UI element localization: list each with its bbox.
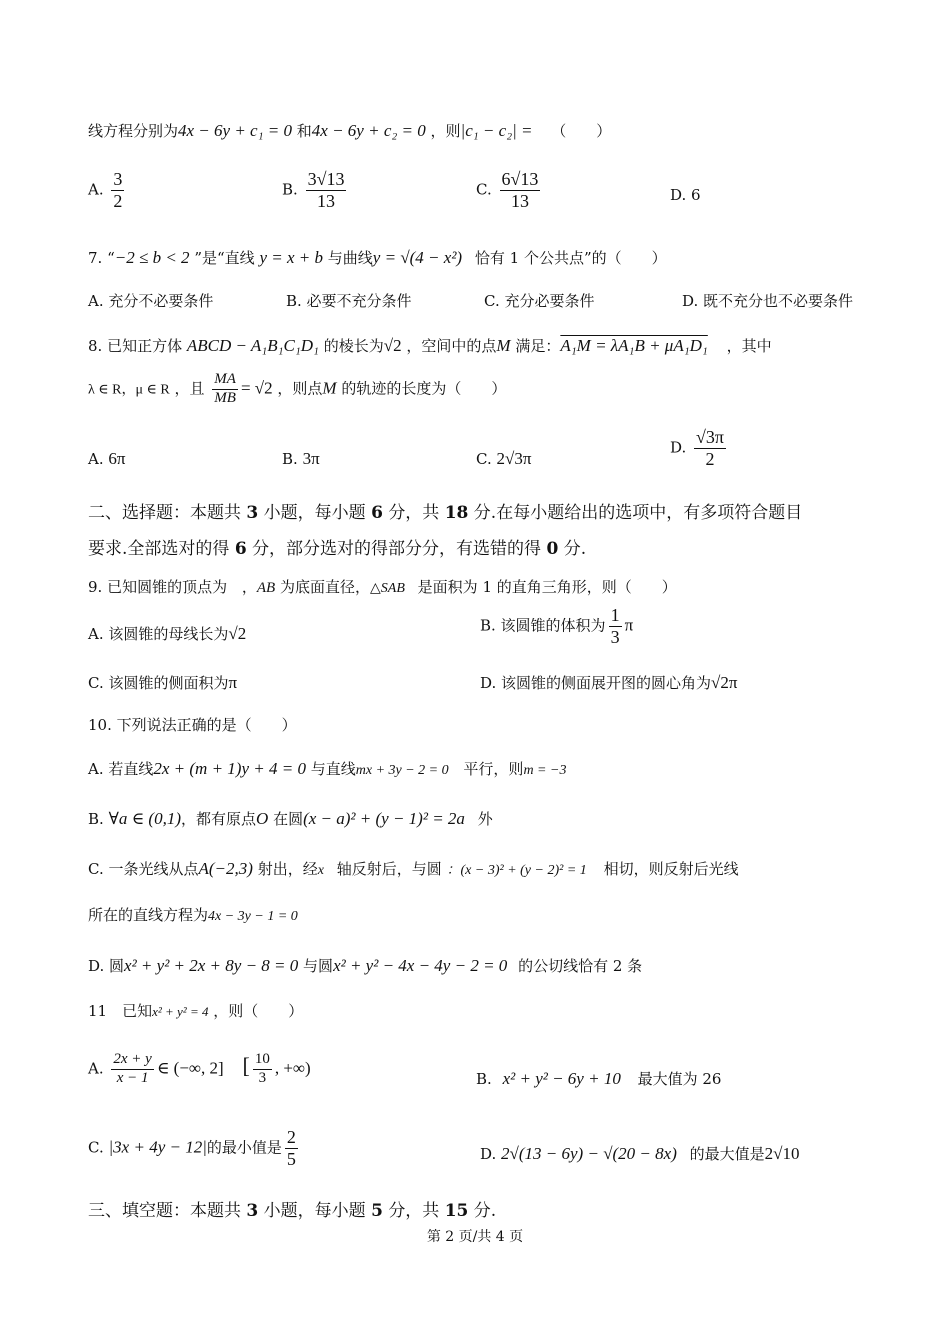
- option-text: 与直线: [310, 760, 356, 778]
- q8-text: ，空间中的点: [406, 337, 497, 355]
- option-math: ：(x − 3)² + (y − 2)² = 1: [446, 863, 587, 878]
- section-number: 15: [444, 1201, 469, 1221]
- q7-option-c: C. 充分必要条件: [484, 292, 595, 310]
- section-text: 小题，每小题: [263, 1201, 366, 1221]
- option-label: B.: [282, 180, 298, 199]
- option-text: 外: [477, 810, 493, 828]
- section-number: 3: [246, 1201, 259, 1221]
- section-number: 18: [444, 503, 469, 523]
- option-value: 6π: [108, 449, 126, 468]
- option-text: 所在的直线方程为: [88, 906, 209, 924]
- option-label: B.: [88, 810, 104, 828]
- denominator: MB: [214, 389, 236, 406]
- section-number: 5: [371, 1201, 383, 1221]
- q7-line-eq: y = x + b: [259, 248, 323, 267]
- section-text: 分.: [473, 1201, 497, 1221]
- section-text: 分.: [563, 539, 587, 559]
- q9-option-b: [480, 606, 633, 647]
- q8-point: M: [322, 378, 337, 398]
- q7-quote-open: “: [107, 249, 115, 267]
- section-number: 6: [234, 539, 247, 559]
- option-label: A.: [88, 450, 104, 468]
- q7-text-end: 恰有 1 个公共点”的（ ）: [474, 249, 667, 267]
- q6-paren: （ ）: [551, 122, 612, 140]
- section-text: 全部选对的得: [127, 539, 230, 559]
- option-label: C.: [88, 1138, 104, 1157]
- option-math: , +∞): [274, 1058, 311, 1078]
- q8-point: M: [496, 336, 511, 355]
- fraction: [694, 428, 726, 469]
- option-math: ∈ (−∞, 2]: [156, 1058, 224, 1078]
- q8-stem-line2: [88, 372, 506, 407]
- q11-text: 11 已知: [88, 1002, 153, 1020]
- option-math: A(−2,3): [198, 859, 253, 878]
- section-text: 分，部分选对的得部分分，有选错的得: [252, 539, 542, 559]
- q7-number: 7.: [88, 249, 103, 267]
- option-text: B. 该圆锥的体积为: [480, 616, 606, 635]
- q8-text: 8. 已知正方体: [88, 337, 183, 355]
- option-label: B.: [476, 1070, 492, 1088]
- section-text: 分，共: [388, 503, 440, 523]
- section-text: 三、填空题：本题共: [88, 1201, 241, 1221]
- q6-option-a: [88, 170, 127, 211]
- option-value: 3π: [302, 449, 320, 468]
- denominator: 3: [610, 626, 620, 647]
- denominator: x − 1: [116, 1069, 149, 1086]
- q11-condition: x² + y² = 4: [152, 1004, 209, 1019]
- section-text: 小题，每小题: [263, 503, 366, 523]
- fraction: [306, 170, 347, 211]
- option-text: 的最大值是: [689, 1145, 765, 1163]
- option-math: (x − a)² + (y − 1)² = 2a: [303, 809, 465, 828]
- option-text: 平行，则: [463, 760, 524, 778]
- option-text: 的最小值是: [206, 1138, 282, 1157]
- numerator: 2: [286, 1127, 296, 1147]
- denominator: 13: [317, 190, 336, 211]
- q10-option-c-line2: [88, 906, 298, 926]
- option-text: A. 该圆锥的母线长为: [88, 625, 229, 643]
- section-text: 在每小题给出的选项中，有多项符合题目: [496, 503, 803, 523]
- option-label: D.: [670, 438, 687, 457]
- denominator: 2: [705, 448, 715, 469]
- section-text: 要求.: [88, 539, 128, 559]
- q9-text: 是面积为 1 的直角三角形，则（ ）: [417, 578, 677, 596]
- option-text: D. 圆: [88, 957, 125, 975]
- option-math: 4x − 3y − 1 = 0: [208, 909, 298, 924]
- option-math: 2√(13 − 6y) − √(20 − 8x): [501, 1144, 677, 1163]
- numerator: MA: [212, 372, 238, 390]
- q8-text: ，其中: [726, 337, 772, 355]
- fraction: [285, 1128, 298, 1169]
- q8-text: 的轨迹的长度为（ ）: [341, 379, 507, 398]
- q6-expr: |c₁ − c₂| =: [460, 121, 533, 140]
- option-math: √2: [228, 624, 247, 643]
- q8-option-d: [670, 428, 729, 469]
- q9-text: 9. 已知圆锥的顶点为: [88, 578, 228, 596]
- q11-option-a: [88, 1052, 311, 1087]
- q7-stem: [88, 247, 667, 268]
- option-text: 最大值为 26: [637, 1070, 722, 1088]
- q7-option-a: A. 充分不必要条件: [88, 292, 214, 310]
- option-label: C.: [476, 180, 492, 199]
- q7-text-curve: 与曲线: [327, 249, 373, 267]
- section2-line1: [88, 503, 802, 524]
- q7-option-b: B. 必要不充分条件: [286, 292, 412, 310]
- option-text: 在圆: [273, 810, 304, 828]
- option-text: 与圆: [303, 957, 334, 975]
- denominator: 5: [286, 1148, 296, 1169]
- q8-stem-line1: [88, 335, 772, 356]
- q9-text: 为底面直径，: [280, 578, 371, 596]
- q8-text: ，则点: [277, 379, 323, 398]
- section-text: 二、选择题：本题共: [88, 503, 241, 523]
- option-math: x² + y² − 6y + 10: [502, 1069, 621, 1088]
- option-label: B.: [282, 450, 298, 468]
- section-number: 0: [546, 539, 559, 559]
- q8-edge: √2: [383, 336, 402, 355]
- q9-diameter: AB: [256, 580, 276, 596]
- q6-option-c: [476, 170, 543, 211]
- fraction: [609, 606, 622, 647]
- q7-condition: −2 ≤ b < 2: [114, 248, 190, 267]
- option-math: O: [256, 809, 269, 828]
- q7-option-d: D. 既不充分也不必要条件: [682, 292, 854, 310]
- q11-stem: [88, 1002, 303, 1021]
- q9-triangle: △SAB: [370, 581, 405, 596]
- option-math: x² + y² − 4x − 4y − 2 = 0: [333, 956, 508, 975]
- q6-and: 和: [296, 122, 312, 140]
- option-math: √2π: [711, 673, 738, 692]
- option-math: 2√10: [764, 1144, 800, 1163]
- section-text: 分.: [473, 503, 497, 523]
- q10-option-b: [88, 808, 493, 829]
- q9-option-a: [88, 623, 246, 644]
- option-label: D.: [670, 186, 687, 204]
- q6-option-b: [282, 170, 349, 211]
- option-text: D. 该圆锥的侧面展开图的圆心角为: [480, 674, 712, 692]
- q8-ratio-value: = √2: [240, 378, 273, 398]
- option-label: A.: [88, 1059, 104, 1078]
- option-text: 射出，经: [257, 860, 318, 878]
- option-text: A. 若直线: [88, 760, 154, 778]
- q10-option-a: [88, 758, 566, 780]
- q11-option-c: [88, 1128, 301, 1169]
- q8-cube: ABCD − A₁B₁C₁D₁: [186, 336, 319, 355]
- section-text: 分，共: [388, 1201, 440, 1221]
- option-text: C. 一条光线从点: [88, 860, 199, 878]
- option-text: C. 该圆锥的侧面积为: [88, 674, 229, 692]
- numerator: 3: [113, 169, 123, 189]
- option-text: 相切，则反射后光线: [603, 860, 739, 878]
- option-label: A.: [88, 180, 104, 199]
- option-label: D.: [480, 1145, 497, 1163]
- option-math: m = −3: [523, 763, 567, 778]
- q8-vector-eq: A₁M = λA₁B + μA₁D₁: [560, 336, 708, 355]
- option-text: 的公切线恰有 2 条: [518, 957, 643, 975]
- section-number: 6: [371, 503, 383, 523]
- fraction: [111, 1052, 153, 1087]
- q11-text: ，则（ ）: [213, 1002, 304, 1020]
- q6-stem-line: [88, 120, 611, 141]
- q11-option-d: [480, 1143, 800, 1164]
- page-footer: 第 2 页/共 4 页: [426, 1229, 524, 1245]
- option-value: 2√3π: [496, 449, 532, 468]
- q9-text: ，: [241, 578, 257, 596]
- option-text: ，都有原点: [181, 810, 257, 828]
- q9-option-d: [480, 672, 737, 693]
- option-math: [: [242, 1053, 250, 1079]
- fraction: [253, 1052, 272, 1087]
- q8-text: 满足：: [515, 337, 561, 355]
- q9-option-c: [88, 672, 237, 693]
- q7-text-line: ”是“直线: [194, 249, 255, 267]
- numerator: 3√13: [307, 169, 345, 189]
- q6-eq2: 4x − 6y + c₂ = 0: [311, 121, 426, 140]
- option-math: 2x + (m + 1)y + 4 = 0: [153, 759, 306, 778]
- option-text: 轴反射后，与圆: [336, 860, 442, 878]
- q10-stem: 10. 下列说法正确的是（ ）: [88, 716, 297, 734]
- option-math: x² + y² + 2x + 8y − 8 = 0: [124, 956, 299, 975]
- q6-option-d: [670, 186, 701, 205]
- q6-then: ，则: [430, 122, 461, 140]
- option-math: x: [317, 863, 324, 878]
- q8-option-c: [476, 448, 531, 469]
- denominator: 2: [113, 190, 123, 211]
- option-math: π: [228, 673, 238, 692]
- numerator: 10: [253, 1052, 272, 1070]
- fraction: [111, 170, 124, 211]
- q8-text: 的棱长为: [323, 337, 384, 355]
- q11-option-b: [476, 1068, 721, 1089]
- numerator: 1: [610, 605, 620, 625]
- numerator: 2x + y: [111, 1052, 153, 1070]
- denominator: 13: [510, 190, 529, 211]
- option-label: C.: [476, 450, 492, 468]
- q10-option-d: [88, 955, 642, 976]
- section-number: 3: [246, 503, 259, 523]
- q8-option-b: [282, 448, 320, 469]
- fraction: [212, 372, 238, 407]
- q7-curve-eq: y = √(4 − x²): [372, 248, 463, 267]
- q8-text: ，且: [174, 379, 205, 398]
- fraction: [500, 170, 541, 211]
- q9-stem: [88, 578, 677, 598]
- option-math: ∀a ∈ (0,1): [108, 809, 181, 828]
- q6-eq1: 4x − 6y + c₁ = 0: [178, 121, 292, 140]
- q10-option-c-line1: [88, 858, 739, 880]
- option-math: |3x + 4y − 12|: [108, 1137, 207, 1157]
- section2-line2: [88, 539, 586, 560]
- section3-heading: [88, 1201, 496, 1222]
- denominator: 3: [258, 1069, 267, 1086]
- option-math: π: [624, 615, 634, 635]
- q6-lead: 线方程分别为: [88, 122, 179, 140]
- q8-lambda-mu: λ ∈ R，μ ∈ R: [88, 382, 170, 398]
- option-value: 6: [691, 186, 701, 204]
- q8-option-a: [88, 448, 125, 469]
- numerator: 6√13: [501, 169, 539, 189]
- option-math: mx + 3y − 2 = 0: [355, 763, 449, 778]
- numerator: √3π: [696, 427, 725, 447]
